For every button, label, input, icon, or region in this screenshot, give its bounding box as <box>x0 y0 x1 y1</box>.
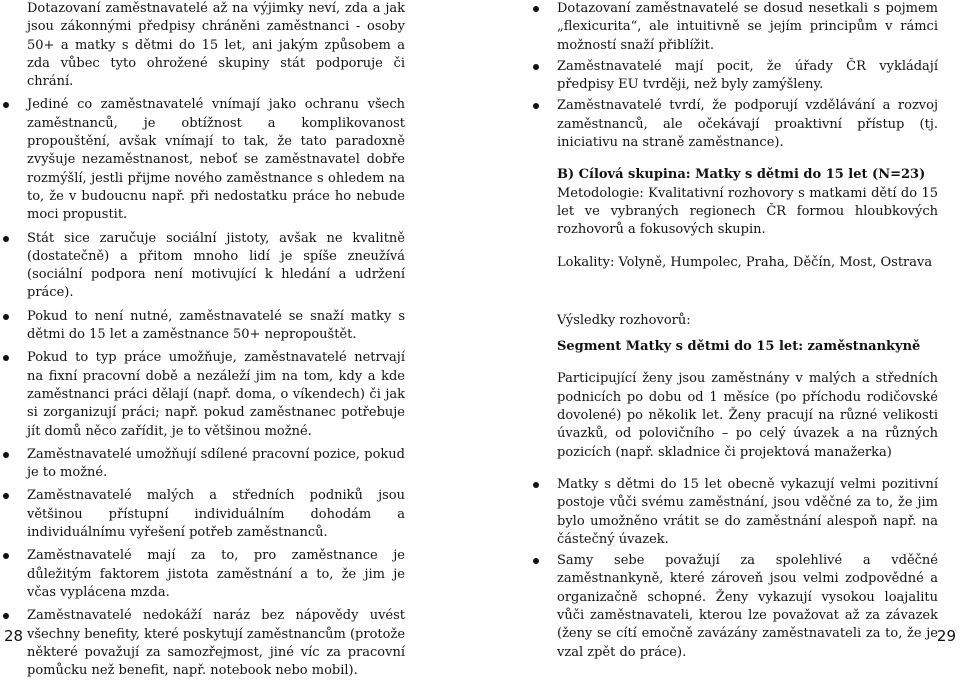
bullet-icon <box>3 613 9 619</box>
continuation-paragraph: Dotazovaní zaměstnavatelé až na výjimky neví, zda a jak jsou zákonnými předpisy chráněni zaměstnanci - osoby 50+ a matky s dětmi do 15 let, ani jakým způsobem a zda vůbec tyto ohrožené skupiny stát podporuje či chrání. <box>27 1 405 90</box>
bullet-icon <box>533 6 539 12</box>
list-item-text: Dotazovaní zaměstnavatelé se dosud nesetkali s pojmem „flexicurita“, ale intuitivně se jejím principům v rámci možností snaží přiblížit. <box>557 1 938 53</box>
list-item <box>27 308 405 345</box>
left-page <box>0 0 480 679</box>
list-item <box>557 58 938 95</box>
left-column <box>27 0 405 680</box>
participants-paragraph: Participující ženy jsou zaměstnány v malých a středních podnicích po dobu od 1 měsíce (po příchodu rodičovské dovolené) po několik let. Ženy pracují na různé velikosti úvazků, od polovičního – po celý úvazek a na různých pozicích (např. skladnice či projektová manažerka) <box>557 371 938 460</box>
page-number: 29 <box>936 627 956 645</box>
list-item-text: Zaměstnavatelé mají pocit, že úřady ČR vykládají předpisy EU tvrději, než byly zamýšleny. <box>557 58 938 93</box>
right-top-bullet-list <box>557 0 938 152</box>
bullet-icon <box>533 558 539 564</box>
bullet-icon <box>3 553 9 559</box>
bullet-icon <box>3 236 9 242</box>
list-item-text: Samy sebe považují za spolehlivé a vděčné zaměstnankyně, které zároveň jsou velmi zodpovědné a organizačně schopné. Ženy vykazují vysokou loajalitu vůči zaměstnavateli, kterou lze považovat až za závazek (ženy se cítí emočně zavázány zaměstnavateli za to, že je vzal zpět do práce). <box>557 553 938 660</box>
localities-paragraph: Lokality: Volyně, Humpolec, Praha, Děčín, Most, Ostrava <box>557 254 933 270</box>
bullet-icon <box>533 482 539 488</box>
list-item-text: Pokud to není nutné, zaměstnavatelé se snaží matky s dětmi do 15 let a zaměstnance 50+ nepropouštět. <box>27 308 405 343</box>
list-item-text: Pokud to typ práce umožňuje, zaměstnavatelé netrvají na fixní pracovní době a nezáleží jim na tom, kdy a kde zaměstnanci práci dělají (např. doma, o víkendech) či jak si zorganizují práci; např. pokud zaměstnanec potřebuje jít domů něco zařídit, je to většinou možné. <box>27 350 405 439</box>
list-item <box>27 607 405 680</box>
right-bottom-bullet-list <box>557 476 938 662</box>
bullet-icon <box>533 103 539 109</box>
list-item <box>27 230 405 303</box>
bullet-icon <box>3 355 9 361</box>
bullet-icon <box>3 452 9 458</box>
list-item <box>27 96 405 224</box>
list-item-text: Jediné co zaměstnavatelé vnímají jako ochranu všech zaměstnanců, je obtížnost a komplikovanost propouštění, avšak vnímají to tak, že tato paradoxně zvyšuje nezaměstnanost, neboť se zaměstnavatel dobře rozmýšlí, jestli přijme nového zaměstnance s ohledem na to, že v budoucnu např. při nedostatku práce ho nebude moci propustit. <box>27 97 405 223</box>
right-page <box>480 0 960 660</box>
section-heading: B) Cílová skupina: Matky s dětmi do 15 let (N=23) <box>557 167 926 183</box>
list-item <box>557 476 938 549</box>
bullet-icon <box>3 493 9 499</box>
bullet-icon <box>3 314 9 320</box>
list-item-text: Matky s dětmi do 15 let obecně vykazují velmi pozitivní postoje vůči svému zaměstnání, jsou vděčné za to, že jim bylo umožněno vrátit se do zaměstnání alespoň např. na částečný úvazek. <box>557 476 938 547</box>
list-item-text: Zaměstnavatelé tvrdí, že podporují vzdělávání a rozvoj zaměstnanců, ale očekávají proaktivní přístup (tj. iniciativu na straně zaměstnance). <box>557 98 938 151</box>
list-item-text: Zaměstnavatelé nedokáží naráz bez nápovědy uvést všechny benefity, které poskytují zaměstnancům (protože některé považují za samozřejmost, jiné víc za pracovní pomůcku než benefit, např. notebook nebo mobil). <box>27 608 406 679</box>
list-item <box>27 547 405 602</box>
list-item <box>27 487 405 542</box>
list-item-text: Zaměstnavatelé umožňují sdílené pracovní pozice, pokud je to možné. <box>27 446 405 481</box>
page-number: 28 <box>4 627 24 645</box>
right-column <box>557 0 938 662</box>
list-item <box>557 0 938 55</box>
segment-heading: Segment Matky s dětmi do 15 let: zaměstnankyně <box>557 339 921 355</box>
list-item <box>557 97 938 152</box>
list-item-text: Stát sice zaručuje sociální jistoty, avšak ne kvalitně (dostatečně) a přitom mnoho lidí je spíše zneužívá (sociální podpora není motivující k hledání a udržení práce). <box>27 230 405 301</box>
bullet-icon <box>3 102 9 108</box>
left-bullet-list <box>27 96 405 680</box>
results-label: Výsledky rozhovorů: <box>557 312 691 328</box>
methodology-paragraph: Metodologie: Kvalitativní rozhovory s matkami dětí do 15 let ve vybraných regionech ČR formou hloubkových rozhovorů a fokusových skupin. <box>557 185 938 238</box>
list-item <box>27 446 405 483</box>
list-item-text: Zaměstnavatelé malých a středních podniků jsou většinou přístupní individuálním dohodám a individuálnímu vyřešení potřeb zaměstnanců. <box>27 488 405 541</box>
list-item <box>557 552 938 662</box>
bullet-icon <box>533 64 539 70</box>
list-item <box>27 349 405 440</box>
list-item-text: Zaměstnavatelé mají za to, pro zaměstnance je důležitým faktorem jistota zaměstnání a to, že jim je včas vyplácena mzda. <box>27 548 405 600</box>
